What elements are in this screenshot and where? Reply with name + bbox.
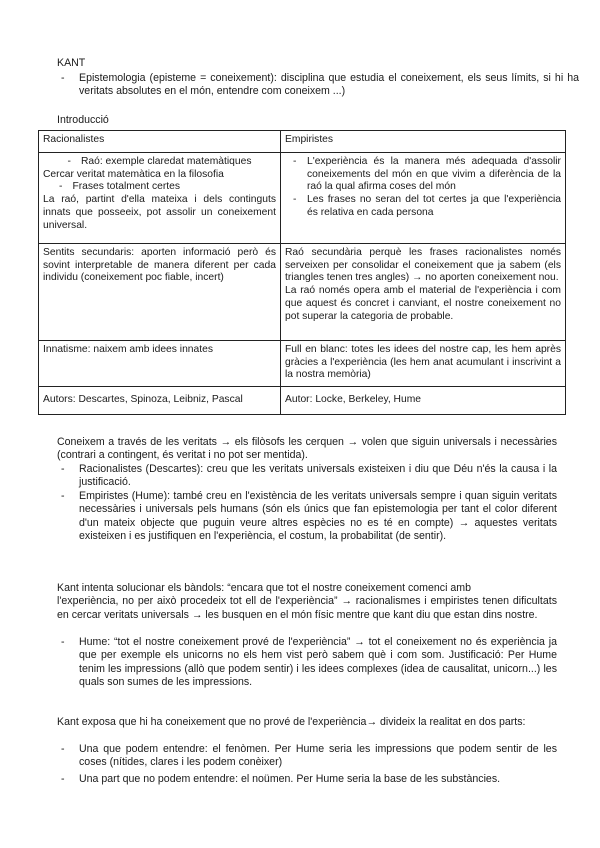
- paragraph-kant-bandols: [57, 582, 557, 622]
- header-empiristes: Empiristes: [281, 131, 566, 153]
- table-header-row: [39, 131, 566, 153]
- cell-bullet: - Raó: exemple claredat matemàtiques: [67, 156, 252, 167]
- paragraph-line: Kant intenta solucionar els bàndols: “encara que tot el nostre coneixement comenci amb: [57, 582, 471, 594]
- list-item: - Una part que no podem entendre: el noümen. Per Hume seria la base de les substàncies.: [57, 773, 557, 786]
- cell-bullet: - L'experiència és la manera més adequada d'assolir coneixements del món en que vivim a diferència de la raó la qual afirma coses del món: [287, 156, 561, 194]
- table-cell: [281, 244, 566, 341]
- list-item: - Racionalistes (Descartes): creu que les veritats universals existeixen i diu que Déu n'és la causa i la justificació.: [57, 463, 557, 490]
- cell-paragraph: Raó secundària perquè les frases racionalistes només serveixen per consolidar el coneixement que ja sabem (els triangles tenen tres angles) → no aporten coneixement nou.: [285, 247, 561, 284]
- document-title: KANT: [57, 57, 86, 69]
- parts-list: [57, 743, 557, 786]
- table-row: [39, 341, 566, 387]
- table-cell: Innatisme: naixem amb idees innates: [39, 341, 281, 387]
- header-racionalistes: Racionalistes: [39, 131, 281, 153]
- table-row: [39, 244, 566, 341]
- hume-list: [57, 636, 557, 690]
- paragraph-text: l'experiència, no per això procedeix tot ell de l'experiència” → racionalismes i empiristes tenen dificultats en cercar veritats universals → les busquen en el món físic mentre que kant diu que estan dins nostre.: [57, 595, 557, 621]
- comparison-table: [38, 130, 566, 415]
- veritats-list: [57, 463, 557, 543]
- table-row: [39, 387, 566, 415]
- intro-bullet-text: Epistemologia (episteme = coneixement): disciplina que estudia el coneixement, els seus límits, si hi ha veritats absolutes en el món, entendre com coneixem ...): [79, 72, 579, 98]
- cell-line: Cercar veritat matemàtica en la filosofia: [43, 168, 224, 180]
- intro-bullet: [57, 72, 579, 99]
- table-cell: [39, 153, 281, 244]
- cell-bullet: - Frases totalment certes: [59, 181, 181, 193]
- cell-bullet-text: Raó: exemple claredat matemàtiques: [80, 156, 252, 167]
- list-item: - Una que podem entendre: el fenòmen. Per Hume seria les impressions que podem sentir de les coses (nítides, clares i les podem conèixer): [57, 743, 557, 770]
- paragraph-veritats: Coneixem a través de les veritats → els filòsofs les cerquen → volen que siguin universals i necessàries (contrari a contingent, és veritat i no pot ser mentida).: [57, 436, 557, 462]
- list-item: - Hume: “tot el nostre coneixement prové de l'experiència” → tot el coneixement no és experiència ja que per exemple els unicorns no els hem vist però sabem què i com som. Justificació: Per Hume tenim les impressions (allò que podem sentir) i les idees complexes (idea de causalitat, unicorn...) les quals son sumes de les impressions.: [57, 636, 557, 690]
- cell-bullet-text: Frases totalment certes: [72, 181, 181, 193]
- table-cell: Autors: Descartes, Spinoza, Leibniz, Pascal: [39, 387, 281, 415]
- paragraph-kant-exposa: Kant exposa que hi ha coneixement que no prové de l'experiència→ divideix la realitat en dos parts:: [57, 716, 526, 728]
- table-cell: Sentits secundaris: aporten informació però és sovint interpretable de manera diferent per cada individu (coneixement poc fiable, incert): [39, 244, 281, 341]
- table-cell: Autor: Locke, Berkeley, Hume: [281, 387, 566, 415]
- table-cell: [281, 153, 566, 244]
- cell-line: La raó, partint d'ella mateixa i dels continguts innats que posseeix, pot assolir un coneixement universal.: [43, 194, 276, 231]
- section-label: Introducció: [57, 114, 109, 126]
- table-row: [39, 153, 566, 244]
- list-item: - Empiristes (Hume): també creu en l'existència de les veritats universals sempre i quan siguin veritats necessàries i universals pels humans (són els únics que fan epistemologia per tant el color diferent d'un mateix objecte que puguin veure altres espècies no es té en compte) → aquestes veritats existeixen i es justifiquen en l'experiència, el costum, la probabilitat (de sentir).: [57, 490, 557, 544]
- cell-paragraph: La raó només opera amb el material de l'experiència i com que aquest és concret i canviant, el nostre coneixement no pot superar la categoria de probable.: [285, 285, 561, 322]
- table-cell: Full en blanc: totes les idees del nostre cap, les hem après gràcies a l'experiència (les hem anat acumulant i inscrivint a la nostra memòria): [281, 341, 566, 387]
- cell-bullet: - Les frases no seran del tot certes ja que l'experiència és relativa en cada persona: [287, 194, 561, 219]
